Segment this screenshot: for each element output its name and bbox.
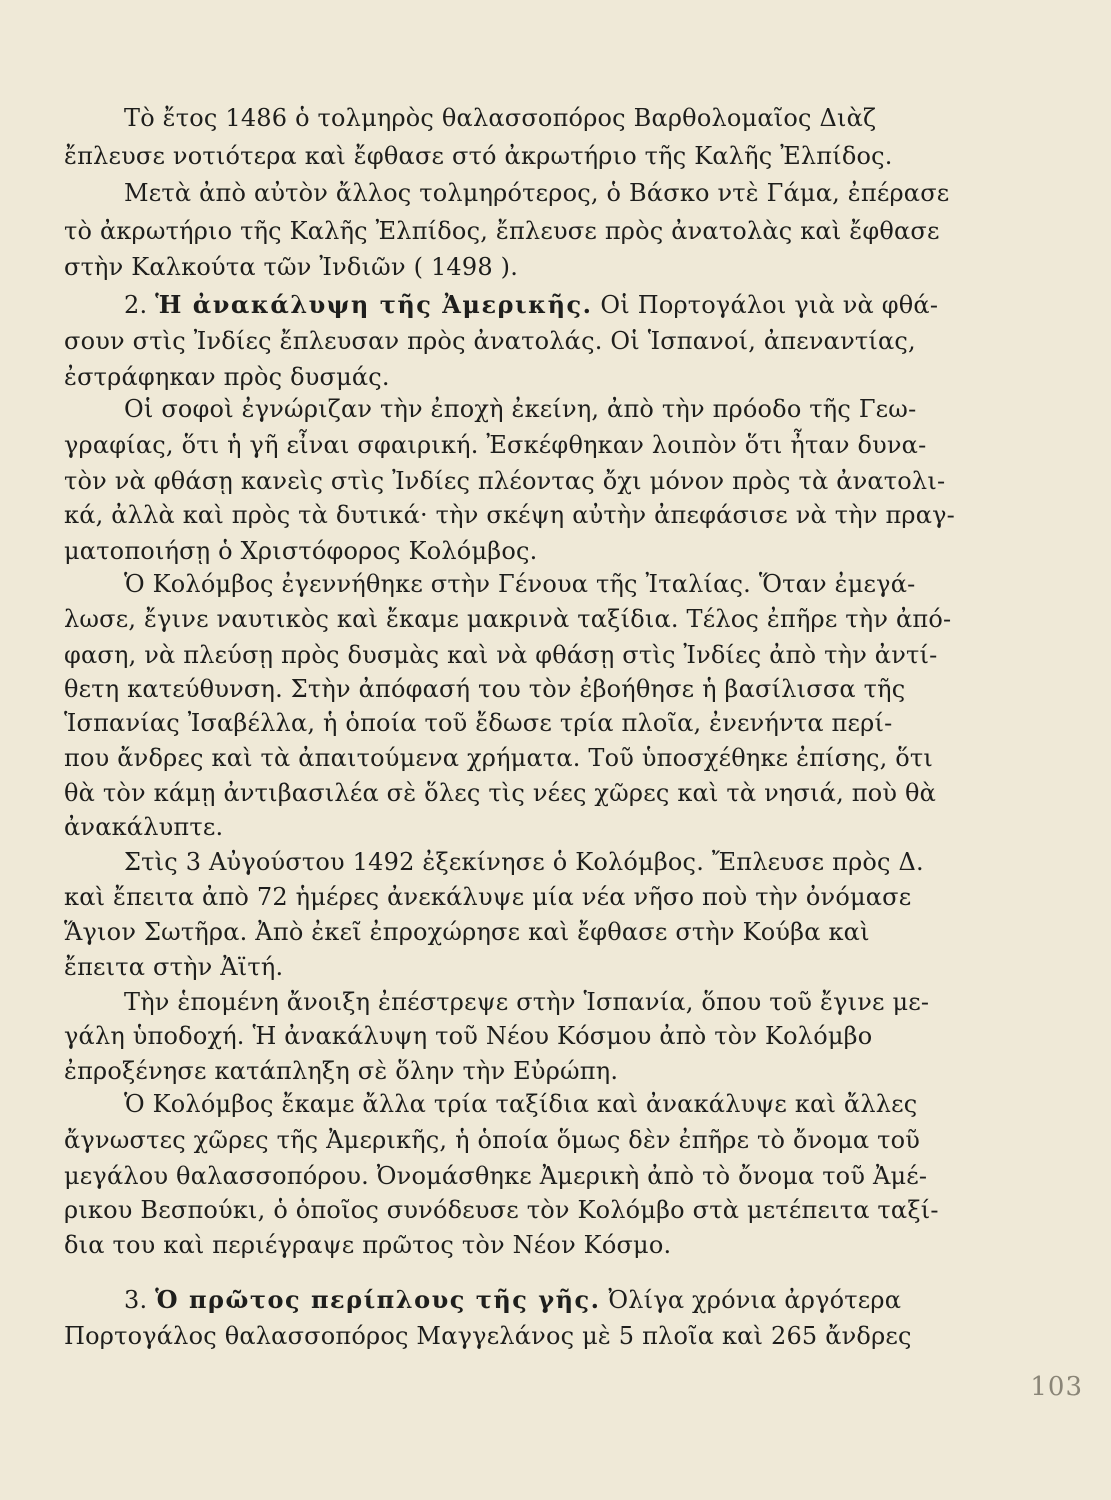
section-heading-line — [124, 1284, 901, 1316]
heading-line-text: Ὀλίγα χρόνια ἀργότερα — [608, 1286, 902, 1314]
text-line: κά, ἀλλὰ καὶ πρὸς τὰ δυτικά· τὴν σκέψη αὐτὴν ἀπεφάσισε νὰ τὴν πραγ- — [64, 501, 955, 529]
text-line: στὴν Καλκούτα τῶν Ἰνδιῶν ( 1498 ). — [64, 253, 519, 281]
section-number: 3. — [124, 1286, 148, 1314]
text-line: ἐπροξένησε κατάπληξη σὲ ὅλην τὴν Εὐρώπη. — [64, 1057, 619, 1085]
text-line: Στὶς 3 Αὐγούστου 1492 ἐξεκίνησε ὁ Κολόμβος. Ἔπλευσε πρὸς Δ. — [124, 848, 924, 876]
text-line: ἔπειτα στὴν Ἀϊτή. — [64, 953, 284, 981]
text-line: τὸ ἀκρωτήριο τῆς Καλῆς Ἐλπίδος, ἔπλευσε πρὸς ἀνατολὰς καὶ ἔφθασε — [64, 217, 940, 245]
text-line: θὰ τὸν κάμῃ ἀντιβασιλέα σὲ ὅλες τὶς νέες χῶρες καὶ τὰ νησιά, ποὺ θὰ — [64, 779, 937, 807]
text-line: που ἄνδρες καὶ τὰ ἀπαιτούμενα χρήματα. Τοῦ ὑποσχέθηκε ἐπίσης, ὅτι — [64, 744, 934, 772]
text-line: Ἱσπανίας Ἰσαβέλλα, ἡ ὁποία τοῦ ἔδωσε τρία πλοῖα, ἐνενήντα περί- — [64, 709, 893, 737]
text-line: τὸν νὰ φθάσῃ κανεὶς στὶς Ἰνδίες πλέοντας ὄχι μόνον πρὸς τὰ ἀνατολι- — [64, 467, 946, 495]
section-heading: Ὁ πρῶτος περίπλους τῆς γῆς. — [155, 1285, 601, 1314]
text-line: ρικου Βεσπούκι, ὁ ὁποῖος συνόδευσε τὸν Κολόμβο στὰ μετέπειτα ταξί- — [64, 1196, 939, 1224]
text-line: Μετὰ ἀπὸ αὐτὸν ἄλλος τολμηρότερος, ὁ Βάσκο ντὲ Γάμα, ἐπέρασε — [124, 179, 950, 207]
section-number: 2. — [124, 291, 148, 319]
text-line: σουν στὶς Ἰνδίες ἔπλευσαν πρὸς ἀνατολάς. Οἱ Ἱσπανοί, ἀπεναντίας, — [64, 327, 916, 355]
heading-line-text: Οἱ Πορτογάλοι γιὰ νὰ φθά- — [600, 291, 939, 319]
text-line: καὶ ἔπειτα ἀπὸ 72 ἡμέρες ἀνεκάλυψε μία νέα νῆσο ποὺ τὴν ὀνόμασε — [64, 883, 912, 911]
text-line: Ἅγιον Σωτῆρα. Ἀπὸ ἐκεῖ ἐπροχώρησε καὶ ἔφθασε στὴν Κούβα καὶ — [64, 918, 870, 946]
section-heading-line — [124, 289, 938, 321]
text-line: Ὁ Κολόμβος ἔκαμε ἄλλα τρία ταξίδια καὶ ἀνακάλυψε καὶ ἄλλες — [124, 1090, 918, 1118]
text-line: ἐστράφηκαν πρὸς δυσμάς. — [64, 363, 390, 391]
text-line: Τὴν ἑπομένη ἄνοιξη ἐπέστρεψε στὴν Ἱσπανία, ὅπου τοῦ ἔγινε με- — [124, 988, 930, 1016]
text-line: γραφίας, ὅτι ἡ γῆ εἶναι σφαιρική. Ἐσκέφθηκαν λοιπὸν ὅτι ἦταν δυνα- — [64, 431, 927, 459]
text-line: Τὸ ἔτος 1486 ὁ τολμηρὸς θαλασσοπόρος Βαρθολομαῖος Διὰζ — [124, 104, 877, 132]
text-line: θετη κατεύθυνση. Στὴν ἀπόφασή του τὸν ἐβοήθησε ἡ βασίλισσα τῆς — [64, 675, 906, 703]
text-line: ἔπλευσε νοτιότερα καὶ ἔφθασε στό ἀκρωτήριο τῆς Καλῆς Ἐλπίδος. — [64, 142, 893, 170]
text-line: ἀνακάλυπτε. — [64, 813, 224, 841]
text-line: Πορτογάλος θαλασσοπόρος Μαγγελάνος μὲ 5 πλοῖα καὶ 265 ἄνδρες — [64, 1322, 912, 1350]
page-number: 103 — [1030, 1372, 1083, 1402]
text-line: δια του καὶ περιέγραψε πρῶτος τὸν Νέον Κόσμο. — [64, 1231, 672, 1259]
text-line: φαση, νὰ πλεύσῃ πρὸς δυσμὰς καὶ νὰ φθάσῃ στὶς Ἰνδίες ἀπὸ τὴν ἀντί- — [64, 641, 938, 669]
text-line: ἄγνωστες χῶρες τῆς Ἀμερικῆς, ἡ ὁποία ὅμως δὲν ἐπῆρε τὸ ὄνομα τοῦ — [64, 1126, 921, 1154]
text-line: λωσε, ἔγινε ναυτικὸς καὶ ἔκαμε μακρινὰ ταξίδια. Τέλος ἐπῆρε τὴν ἀπό- — [64, 605, 952, 633]
section-heading: Ἡ ἀνακάλυψη τῆς Ἀμερικῆς. — [155, 290, 593, 319]
text-line: Οἱ σοφοὶ ἐγνώριζαν τὴν ἐποχὴ ἐκείνη, ἀπὸ τὴν πρόοδο τῆς Γεω- — [124, 395, 917, 423]
text-line: Ὁ Κολόμβος ἐγεννήθηκε στὴν Γένουα τῆς Ἰταλίας. Ὅταν ἐμεγά- — [124, 570, 916, 598]
text-line: ματοποιήσῃ ὁ Χριστόφορος Κολόμβος. — [64, 537, 538, 565]
text-line: γάλη ὑποδοχή. Ἡ ἀνακάλυψη τοῦ Νέου Κόσμου ἀπὸ τὸν Κολόμβο — [64, 1022, 873, 1050]
text-line: μεγάλου θαλασσοπόρου. Ὀνομάσθηκε Ἀμερικὴ ἀπὸ τὸ ὄνομα τοῦ Ἀμέ- — [64, 1162, 928, 1190]
